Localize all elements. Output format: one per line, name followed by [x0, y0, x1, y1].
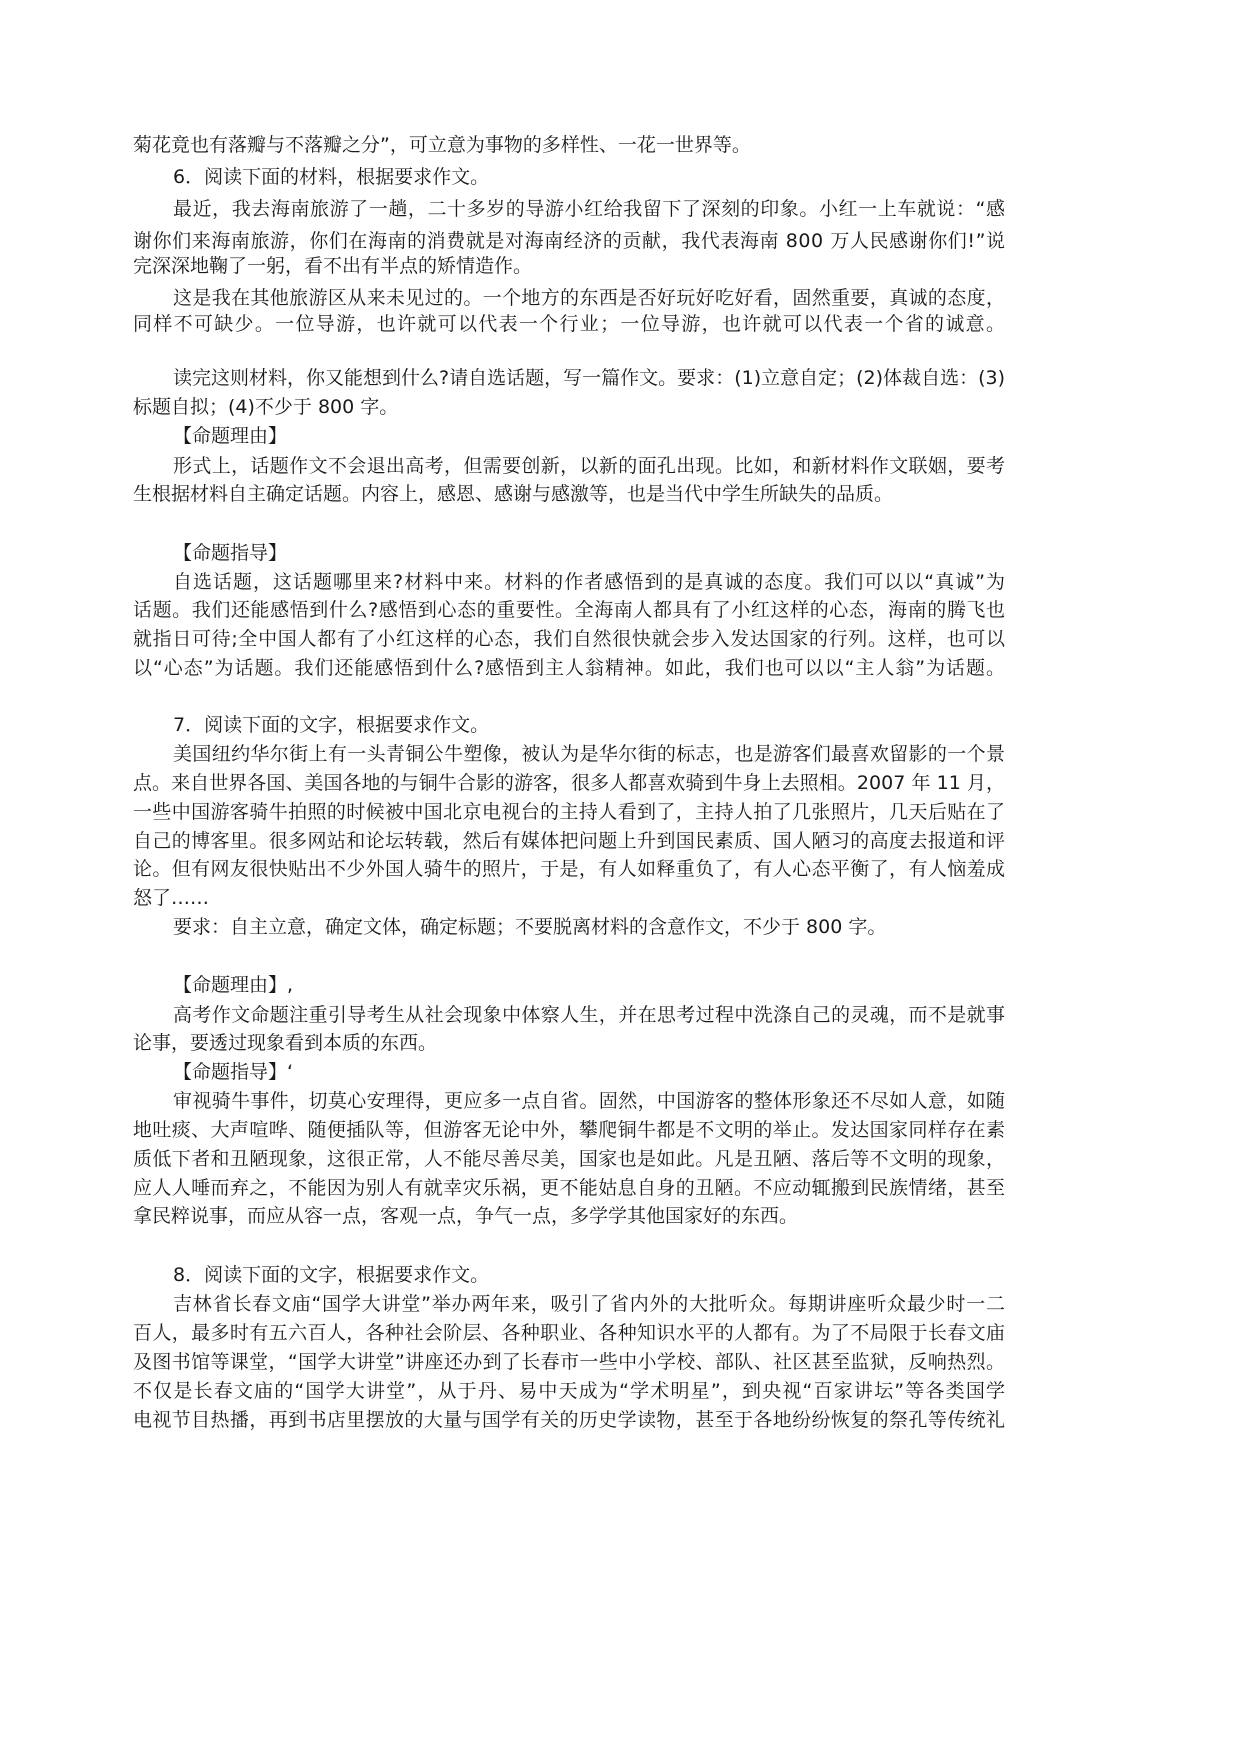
text-line: 谢你们来海南旅游，你们在海南的消费就是对海南经济的贡献，我代表海南 800 万人民感谢你们!”说 [133, 230, 1006, 252]
text-line: 同样不可缺少。一位导游，也许就可以代表一个行业；一位导游，也许就可以代表一个省的诚意。 [133, 313, 1007, 335]
text-line: 电视节目热播，再到书店里摆放的大量与国学有关的历史学读物，甚至于各地纷纷恢复的祭孔等传统礼 [133, 1409, 1006, 1431]
text-line: 论。但有网友很快贴出不少外国人骑牛的照片，于是，有人如释重负了，有人心态平衡了，有人恼羞成 [133, 858, 1006, 880]
text-line: 美国纽约华尔街上有一头青铜公牛塑像，被认为是华尔街的标志，也是游客们最喜欢留影的一个景 [173, 743, 1006, 765]
text-line: 要求：自主立意，确定文体，确定标题；不要脱离材料的含意作文，不少于 800 字。 [173, 916, 887, 938]
text-line: 【命题理由】, [173, 974, 294, 996]
text-line: 点。来自世界各国、美国各地的与铜牛合影的游客，很多人都喜欢骑到牛身上去照相。2007 年 11 月， [133, 772, 1006, 794]
text-line: 地吐痰、大声喧哗、随便插队等，但游客无论中外，攀爬铜牛都是不文明的举止。发达国家同样存在素 [133, 1119, 1006, 1141]
text-line: 【命题指导】‘ [173, 1061, 294, 1083]
text-line: 高考作文命题注重引导考生从社会现象中体察人生，并在思考过程中洗涤自己的灵魂，而不是就事 [173, 1004, 1006, 1026]
text-line: 最近，我去海南旅游了一趟，二十多岁的导游小红给我留下了深刻的印象。小红一上车就说：“感 [173, 198, 1006, 220]
text-line: 读完这则材料，你又能想到什么?请自选话题，写一篇作文。要求：(1)立意自定；(2)体裁自选：(3) [173, 367, 1006, 389]
text-line: 及图书馆等课堂，“国学大讲堂”讲座还办到了长春市一些中小学校、部队、社区甚至监狱，反响热烈。 [133, 1351, 1006, 1373]
text-line: 自己的博客里。很多网站和论坛转载，然后有媒体把问题上升到国民素质、国人陋习的高度去报道和评 [133, 830, 1006, 852]
text-line: 百人，最多时有五六百人，各种社会阶层、各种职业、各种知识水平的人都有。为了不局限于长春文庙 [133, 1322, 1006, 1344]
text-line: 生根据材料自主确定话题。内容上，感恩、感谢与感激等，也是当代中学生所缺失的品质。 [133, 483, 894, 505]
text-line: 【命题理由】 [173, 425, 288, 447]
text-line: 8．阅读下面的文字，根据要求作文。 [173, 1264, 490, 1286]
text-line: 拿民粹说事，而应从容一点，客观一点，争气一点，多学学其他国家好的东西。 [133, 1205, 799, 1227]
text-line: 审视骑牛事件，切莫心安理得，更应多一点自省。固然，中国游客的整体形象还不尽如人意，如随 [173, 1090, 1006, 1112]
text-line: 【命题指导】 [173, 542, 288, 564]
text-line: 一些中国游客骑牛拍照的时候被中国北京电视台的主持人看到了，主持人拍了几张照片，几天后贴在了 [133, 801, 1006, 823]
text-line: 怒了…… [133, 887, 210, 909]
text-line: 以“心态”为话题。我们还能感悟到什么?感悟到主人翁精神。如此，我们也可以以“主人翁”为话题。 [133, 657, 1006, 679]
text-line: 自选话题，这话题哪里来?材料中来。材料的作者感悟到的是真诚的态度。我们可以以“真诚”为 [173, 571, 1006, 593]
text-line: 6．阅读下面的材料，根据要求作文。 [173, 166, 490, 188]
text-line: 这是我在其他旅游区从来未见过的。一个地方的东西是否好玩好吃好看，固然重要，真诚的态度， [173, 287, 1006, 309]
text-line: 菊花竟也有落瓣与不落瓣之分”，可立意为事物的多样性、一花一世界等。 [133, 134, 751, 156]
text-line: 标题自拟；(4)不少于 800 字。 [133, 396, 399, 418]
text-line: 不仅是长春文庙的“国学大讲堂”，从于丹、易中天成为“学术明星”，到央视“百家讲坛”等各类国学 [133, 1380, 1007, 1402]
text-line: 应人人唾而弃之，不能因为别人有就幸灾乐祸，更不能姑息自身的丑陋。不应动辄搬到民族情绪，甚至 [133, 1177, 1006, 1199]
text-line: 形式上，话题作文不会退出高考，但需要创新，以新的面孔出现。比如，和新材料作文联姻，要考 [173, 455, 1006, 477]
text-line: 论事，要透过现象看到本质的东西。 [133, 1032, 438, 1054]
text-line: 7．阅读下面的文字，根据要求作文。 [173, 714, 490, 736]
text-line: 吉林省长春文庙“国学大讲堂”举办两年来，吸引了省内外的大批听众。每期讲座听众最少时一二 [173, 1293, 1006, 1315]
text-line: 话题。我们还能感悟到什么?感悟到心态的重要性。全海南人都具有了小红这样的心态，海南的腾飞也 [133, 599, 1006, 621]
text-line: 质低下者和丑陋现象，这很正常，人不能尽善尽美，国家也是如此。凡是丑陋、落后等不文明的现象， [133, 1148, 1006, 1170]
text-line: 完深深地鞠了一躬，看不出有半点的矫情造作。 [133, 255, 533, 277]
text-line: 就指日可待;全中国人都有了小红这样的心态，我们自然很快就会步入发达国家的行列。这样，也可以 [133, 628, 1006, 650]
